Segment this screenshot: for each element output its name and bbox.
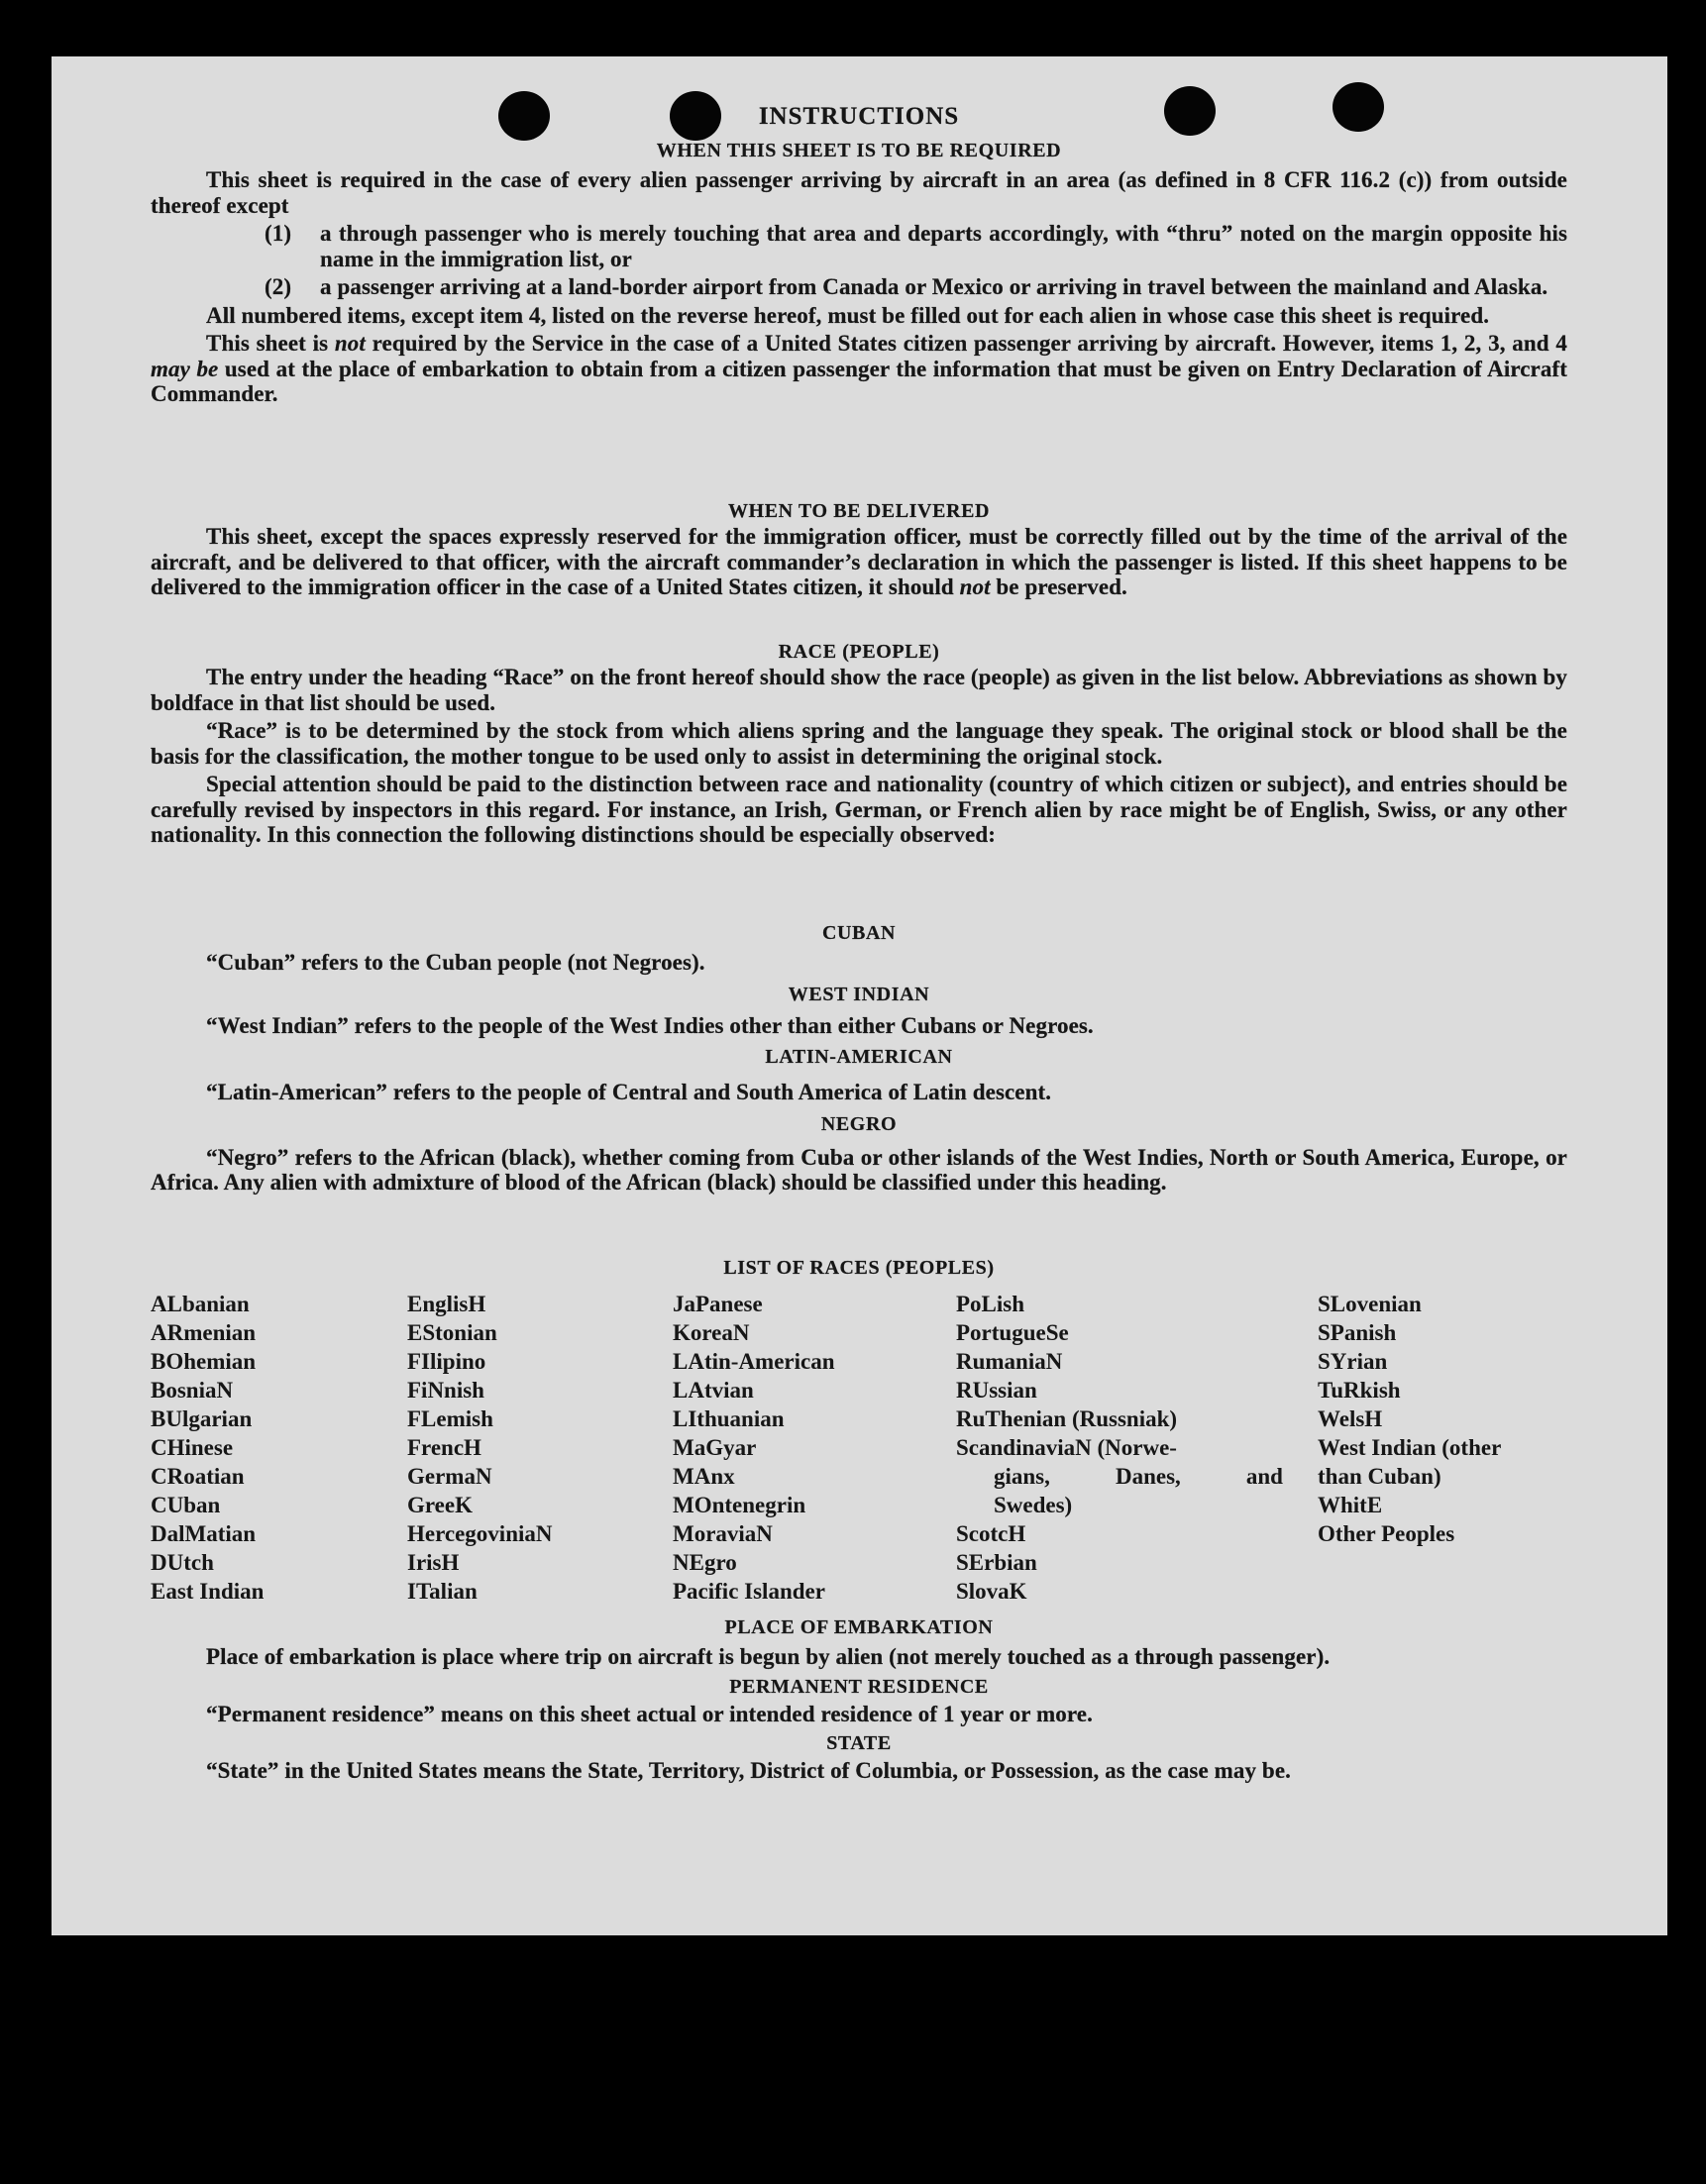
paragraph: This sheet is required in the case of every alien passenger arriving by aircraft in an area (as defined in 8 CFR 116.2 (c)) from outside thereof except — [151, 167, 1567, 218]
section-when-delivered — [151, 498, 1567, 603]
paragraph: The entry under the heading “Race” on the front hereof should show the race (people) as given in the list below. Abbreviations as shown by boldface in that list should be used. — [151, 665, 1567, 715]
word: gians, — [994, 1464, 1050, 1489]
race-entry: PoLish — [956, 1292, 1025, 1316]
race-entry: Swedes) — [994, 1493, 1073, 1517]
races-column — [1318, 1290, 1501, 1548]
heading: NEGRO — [820, 1112, 898, 1135]
race-entry: EStonian — [407, 1320, 497, 1345]
list-heading-wrap — [151, 1255, 1567, 1281]
heading: WHEN TO BE DELIVERED — [727, 500, 991, 522]
paragraph: “Latin-American” refers to the people of Central and South America of Latin descent. — [206, 1080, 1052, 1104]
race-entry: GreeK — [407, 1493, 473, 1517]
race-entry: MoraviaN — [673, 1521, 773, 1546]
races-column — [151, 1290, 264, 1606]
races-column — [407, 1290, 553, 1606]
item-number: (1) — [265, 221, 292, 246]
race-entry: BUlgarian — [151, 1406, 253, 1431]
text: This sheet, except the spaces expressly reserved for the immigration officer, must be correctly filled out by the time of the arrival of the aircraft, and be delivered to that officer, with the aircraft commander’s declaration in which the passenger is listed. If this sheet happens to be delivered to the immigration officer in the case of a United States citizen, it should — [151, 524, 1567, 599]
paragraph: “Permanent residence” means on this sheet actual or intended residence of 1 year or more. — [206, 1701, 1093, 1726]
race-entry: Pacific Islander — [673, 1579, 825, 1604]
heading: LATIN-AMERICAN — [765, 1046, 953, 1068]
text: not — [334, 331, 366, 356]
section-race — [151, 639, 1567, 851]
race-entry: PortugueSe — [956, 1320, 1069, 1345]
race-entry: GermaN — [407, 1464, 492, 1489]
race-entry: FLemish — [407, 1406, 493, 1431]
race-entry: DalMatian — [151, 1521, 257, 1546]
race-entry: FrencH — [407, 1435, 481, 1460]
heading: PLACE OF EMBARKATION — [724, 1616, 994, 1638]
paragraph: Place of embarkation is place where trip on aircraft is begun by alien (not merely touched as a through passenger). — [206, 1644, 1331, 1669]
heading: RACE (PEOPLE) — [778, 641, 940, 663]
text: not — [959, 574, 991, 599]
paragraph: “West Indian” refers to the people of the West Indies other than either Cubans or Negroes. — [206, 1012, 1094, 1038]
race-entry: RuThenian (Russniak) — [956, 1406, 1178, 1431]
heading: STATE — [826, 1732, 892, 1754]
race-entry: DUtch — [151, 1550, 214, 1575]
race-entry: FIlipino — [407, 1349, 486, 1374]
race-entry: RUssian — [956, 1378, 1037, 1403]
heading: WEST INDIAN — [788, 983, 930, 1005]
word: and — [1245, 1464, 1283, 1489]
race-entry: BOhemian — [151, 1349, 257, 1374]
paragraph: “State” in the United States means the State, Territory, District of Columbia, or Possession, as the case may be. — [206, 1758, 1291, 1783]
item-text: a through passenger who is merely touching that area and departs accordingly, with “thru” noted on the margin opposite his name in the immigration list, or — [320, 221, 1567, 271]
race-entry: LAtvian — [673, 1378, 754, 1403]
race-entry: HercegoviniaN — [407, 1521, 553, 1546]
race-entry: TuRkish — [1318, 1378, 1401, 1403]
heading: WHEN THIS SHEET IS TO BE REQUIRED — [656, 140, 1062, 161]
list-item — [151, 274, 1567, 300]
list-item — [151, 221, 1567, 271]
race-entry: CHinese — [151, 1435, 234, 1460]
race-entry: IrisH — [407, 1550, 460, 1575]
race-entry: WelsH — [1318, 1406, 1383, 1431]
page-title: INSTRUCTIONS — [758, 103, 960, 130]
paragraph: “Cuban” refers to the Cuban people (not Negroes). — [206, 950, 705, 975]
race-entry: SlovaK — [956, 1579, 1027, 1604]
race-entry: MOntenegrin — [673, 1493, 806, 1517]
race-entry: WhitE — [1318, 1493, 1383, 1517]
races-column — [956, 1290, 1283, 1606]
race-entry — [956, 1462, 1283, 1491]
race-entry: Other Peoples — [1318, 1521, 1455, 1546]
heading: CUBAN — [821, 922, 897, 944]
heading: PERMANENT RESIDENCE — [729, 1675, 989, 1698]
word: Danes, — [1115, 1464, 1181, 1489]
paragraph — [151, 524, 1567, 600]
item-number: (2) — [265, 274, 292, 299]
text: required by the Service in the case of a United States citizen passenger arriving by aircraft. However, items 1, 2, 3, and 4 — [365, 331, 1567, 356]
race-entry: ALbanian — [151, 1292, 250, 1316]
text: be preserved. — [990, 574, 1127, 599]
item-text: a passenger arriving at a land-border airport from Canada or Mexico or arriving in travel between the mainland and Alaska. — [320, 274, 1548, 299]
paragraph: “Negro” refers to the African (black), whether coming from Cuba or other islands of the West Indies, North or South America, Europe, or Africa. Any alien with admixture of blood of the African (black) should be classified under this heading. — [151, 1144, 1567, 1195]
text: This sheet is — [206, 331, 335, 356]
text: used at the place of embarkation to obtain from a citizen passenger the information that must be given on Entry Declaration of Aircraft Commander. — [151, 356, 1567, 406]
race-entry: KoreaN — [673, 1320, 750, 1345]
race-entry: ScandinaviaN (Norwe- — [956, 1435, 1177, 1460]
race-entry: ARmenian — [151, 1320, 257, 1345]
race-entry: MAnx — [673, 1464, 735, 1489]
race-entry: NEgro — [673, 1550, 737, 1575]
race-entry: MaGyar — [673, 1435, 757, 1460]
section-embarkation — [151, 1614, 1567, 1787]
section-when-required — [151, 104, 1567, 410]
section-distinctions — [151, 920, 1567, 1198]
race-entry: FiNnish — [407, 1378, 484, 1403]
race-entry: ITalian — [407, 1579, 478, 1604]
race-entry: CUban — [151, 1493, 221, 1517]
race-entry: ScotcH — [956, 1521, 1026, 1546]
race-entry: LIthuanian — [673, 1406, 785, 1431]
heading: LIST OF RACES (PEOPLES) — [723, 1257, 995, 1279]
paragraph: All numbered items, except item 4, listed on the reverse hereof, must be filled out for each alien in whose case this sheet is required. — [206, 302, 1490, 328]
race-entry: SYrian — [1318, 1349, 1388, 1374]
race-entry: East Indian — [151, 1579, 265, 1604]
race-entry: West Indian (other — [1318, 1435, 1502, 1460]
paragraph: “Race” is to be determined by the stock from which aliens spring and the language they speak. The original stock or blood shall be the basis for the classification, the mother tongue to be used only to assist in determining the original stock. — [151, 718, 1567, 769]
race-entry: SLovenian — [1318, 1292, 1422, 1316]
race-entry: SErbian — [956, 1550, 1037, 1575]
race-entry: JaPanese — [673, 1292, 763, 1316]
race-entry: than Cuban) — [1318, 1464, 1441, 1489]
paragraph: Special attention should be paid to the distinction between race and nationality (country of which citizen or subject), and entries should be carefully revised by inspectors in this regard. For instance, an Irish, German, or French alien by race might be of English, Swiss, or any other nationality. In this connection the following distinctions should be especially observed: — [151, 772, 1567, 847]
paragraph — [151, 331, 1567, 407]
race-entry: RumaniaN — [956, 1349, 1063, 1374]
text: may be — [151, 356, 219, 381]
race-entry: EnglisH — [407, 1292, 486, 1316]
race-entry: LAtin-American — [673, 1349, 835, 1374]
races-column — [673, 1290, 835, 1606]
race-entry: CRoatian — [151, 1464, 245, 1489]
race-entry: SPanish — [1318, 1320, 1397, 1345]
race-entry: BosniaN — [151, 1378, 234, 1403]
